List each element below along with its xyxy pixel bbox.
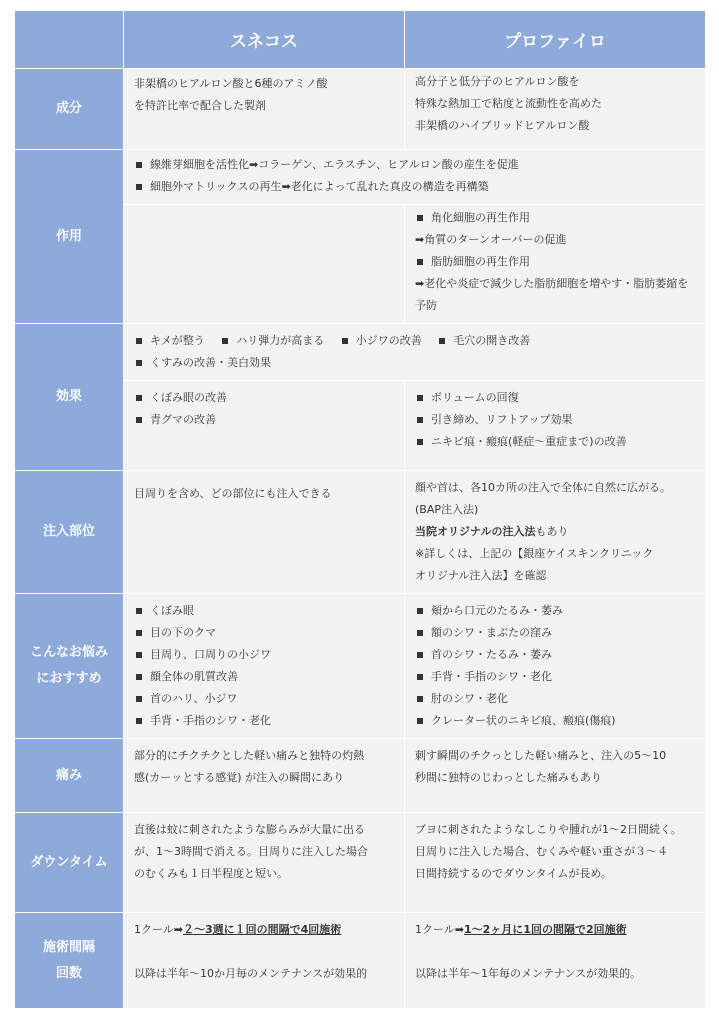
pain-snecos <box>124 739 405 813</box>
label-line: 回数 <box>55 965 82 981</box>
list-item: 手背・手指のシワ・老化 <box>415 666 697 688</box>
list-item: 毛穴の開き改善 <box>437 330 530 352</box>
row-concerns <box>15 594 706 739</box>
text-line: 目周りに注入した場合、むくみや軽い重さが３～４ <box>415 845 668 858</box>
text-span: もあり <box>535 525 569 538</box>
label-line: におすすめ <box>36 671 102 686</box>
effect-shared <box>124 324 706 381</box>
text-line: 日間持続するのでダウンタイムが長め。 <box>415 867 612 880</box>
effect-profhilo <box>405 381 706 471</box>
action-shared <box>124 150 706 205</box>
row-effect-shared <box>15 324 706 381</box>
list-item: 肘のシワ・老化 <box>415 688 697 710</box>
text-line: ブヨに刺されたようなしこりや腫れが1～2日間続く。 <box>415 823 682 836</box>
list-item: ニキビ痕・瘢痕(軽症～重症まで)の改善 <box>415 431 697 453</box>
action-profhilo <box>405 205 706 324</box>
list-item: 顔全体の肌質改善 <box>134 666 396 688</box>
text-line: 高分子と低分子のヒアルロン酸を <box>415 75 580 88</box>
label-line: 施術間隔 <box>42 939 95 955</box>
list-item: 青グマの改善 <box>134 409 396 431</box>
text-line <box>415 521 697 543</box>
comparison-table <box>14 10 706 1009</box>
list-item: くすみの改善・美白効果 <box>134 352 697 374</box>
row-interval <box>15 913 706 1009</box>
text-line: 以降は半年～10か月毎のメンテナンスが効果的 <box>134 967 368 980</box>
text-line: を特許比率で配合した製剤 <box>134 99 266 112</box>
row-downtime <box>15 813 706 913</box>
ingredients-snecos <box>124 69 405 150</box>
pain-profhilo <box>405 739 706 813</box>
list-item: 脂肪細胞の再生作用 <box>415 251 697 273</box>
text-line: が、1～3時間で消える。目周りに注入した場合 <box>134 845 368 858</box>
interval-snecos <box>124 913 405 1009</box>
list-item: 頬から口元のたるみ・萎み <box>415 600 697 622</box>
header-corner <box>15 11 124 69</box>
text-line: 顔や首は、各10カ所の注入で全体に自然に広がる。 <box>415 481 671 494</box>
row-pain <box>15 739 706 813</box>
text-line: 特殊な熱加工で粘度と流動性を高めた <box>415 97 602 110</box>
text-line: オリジナル注入法】を確認 <box>415 569 547 582</box>
label-action: 作用 <box>15 150 124 324</box>
concerns-profhilo <box>405 594 706 739</box>
text-line: 秒間に独特のじわっとした痛みもあり <box>415 771 602 784</box>
list-item: 引き締め、リフトアップ効果 <box>415 409 697 431</box>
text-line: ➡老化や炎症で減少した脂肪細胞を増やす・脂肪萎縮を予防 <box>415 277 689 312</box>
list-item: ハリ弾力が高まる <box>220 330 324 352</box>
list-item: 線維芽細胞を活性化➡コラーゲン、エラスチン、ヒアルロン酸の産生を促進 <box>134 154 697 176</box>
text-line <box>415 919 697 941</box>
row-action-shared <box>15 150 706 205</box>
list-item: 小ジワの改善 <box>340 330 422 352</box>
list-item: 首のシワ・たるみ・萎み <box>415 644 697 666</box>
site-snecos <box>124 471 405 594</box>
label-ingredients: 成分 <box>15 69 124 150</box>
label-line: こんなお悩み <box>29 645 108 660</box>
label-interval <box>15 913 124 1009</box>
bold-text: 当院オリジナルの注入法 <box>415 525 536 538</box>
label-pain: 痛み <box>15 739 124 813</box>
effect-snecos <box>124 381 405 471</box>
list-item: 細胞外マトリックスの再生➡老化によって乱れた真皮の構造を再構築 <box>134 176 697 198</box>
label-concerns <box>15 594 124 739</box>
emphasis-text: ２～3週に１回の間隔で4回施術 <box>183 923 342 936</box>
text-line: ※詳しくは、上記の【銀座ケイスキンクリニック <box>415 547 654 560</box>
text-span: 1クール➡ <box>134 923 183 936</box>
label-downtime: ダウンタイム <box>15 813 124 913</box>
text-line: 直後は蚊に刺されたような膨らみが大量に出る <box>134 823 365 836</box>
text-line: 以降は半年～1年毎のメンテナンスが効果的。 <box>415 967 642 980</box>
action-snecos <box>124 205 405 324</box>
label-effect: 効果 <box>15 324 124 471</box>
list-item: くぼみ眼 <box>134 600 396 622</box>
text-line: 刺す瞬間のチクっとした軽い痛みと、注入の5～10 <box>415 749 667 762</box>
header-profhilo: プロファイロ <box>405 11 706 69</box>
list-item: クレーター状のニキビ痕、瘢痕(傷痕) <box>415 710 697 732</box>
text-line: 感(カーッとする感覚) が注入の瞬間にあり <box>134 771 345 784</box>
list-item: 目の下のクマ <box>134 622 396 644</box>
site-profhilo <box>405 471 706 594</box>
row-ingredients <box>15 69 706 150</box>
row-site <box>15 471 706 594</box>
text-line: ➡角質のターンオーバーの促進 <box>415 233 567 246</box>
text-line: 非架橋のヒアルロン酸と6種のアミノ酸 <box>134 77 328 90</box>
text-span: 1クール➡ <box>415 923 464 936</box>
label-site: 注入部位 <box>15 471 124 594</box>
list-item: 額のシワ・まぶたの窪み <box>415 622 697 644</box>
list-item: キメが整う <box>134 330 205 352</box>
list-item: 目周り、口周りの小ジワ <box>134 644 396 666</box>
list-item: くぼみ眼の改善 <box>134 387 396 409</box>
text-line: のむくみも１日半程度と短い。 <box>134 867 288 880</box>
list-item: 首のハリ、小ジワ <box>134 688 396 710</box>
list-item: 角化細胞の再生作用 <box>415 207 697 229</box>
downtime-profhilo <box>405 813 706 913</box>
header-row <box>15 11 706 69</box>
text-line <box>134 919 396 941</box>
text-line: 目周りを含め、どの部位にも注入できる <box>134 487 332 500</box>
downtime-snecos <box>124 813 405 913</box>
ingredients-profhilo <box>405 69 706 150</box>
concerns-snecos <box>124 594 405 739</box>
text-line: (BAP注入法) <box>415 503 479 516</box>
interval-profhilo <box>405 913 706 1009</box>
text-line: 部分的にチクチクとした軽い痛みと独特の灼熱 <box>134 749 365 762</box>
list-item: 手背・手指のシワ・老化 <box>134 710 396 732</box>
text-line: 非架橋のハイブリッドヒアルロン酸 <box>415 119 590 132</box>
emphasis-text: 1～2ヶ月に1回の間隔で2回施術 <box>464 923 627 936</box>
list-item: ボリュームの回復 <box>415 387 697 409</box>
header-snecos: スネコス <box>124 11 405 69</box>
